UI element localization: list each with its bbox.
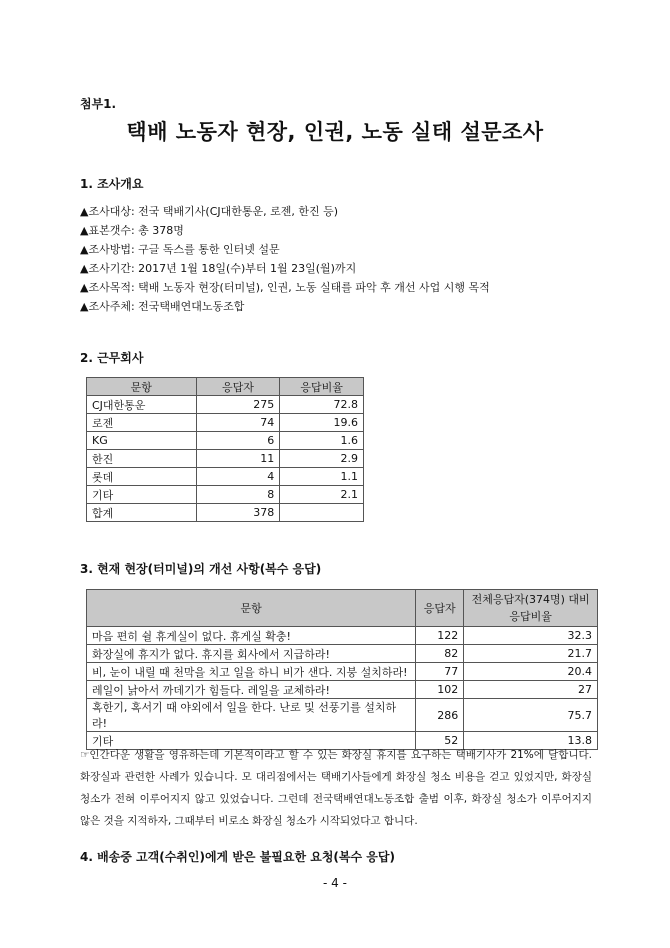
- table-cell: 13.8: [464, 732, 598, 750]
- table-cell: 1.1: [280, 468, 364, 486]
- table-header-row: [87, 378, 364, 396]
- section-1-heading: 1. 조사개요: [80, 177, 144, 191]
- table-cell: 레일이 낡아서 까데기가 힘들다. 레일을 교체하라!: [87, 681, 416, 699]
- column-header: 응답자: [196, 378, 280, 396]
- table-cell: 8: [196, 486, 280, 504]
- table-cell: 기타: [87, 486, 197, 504]
- survey-overview-list: [80, 202, 490, 316]
- table-cell: 32.3: [464, 627, 598, 645]
- table-cell: 72.8: [280, 396, 364, 414]
- table-cell: 1.6: [280, 432, 364, 450]
- column-header: 전체응답자(374명) 대비 응답비율: [464, 590, 598, 627]
- column-header: 문항: [87, 378, 197, 396]
- table-cell: 로젠: [87, 414, 197, 432]
- table-total-row: [87, 504, 364, 522]
- page-title: 택배 노동자 현장, 인권, 노동 실태 설문조사: [126, 120, 544, 144]
- table-cell: 19.6: [280, 414, 364, 432]
- table-row: [87, 468, 364, 486]
- table-cell: 6: [196, 432, 280, 450]
- table-cell: [280, 504, 364, 522]
- section-3-heading: 3. 현재 현장(터미널)의 개선 사항(복수 응답): [80, 562, 322, 576]
- table-cell: 275: [196, 396, 280, 414]
- table-cell: 마음 편히 쉴 휴게실이 없다. 휴게실 확충!: [87, 627, 416, 645]
- table-header-row: [87, 590, 598, 627]
- table-cell: KG: [87, 432, 197, 450]
- table-cell: 27: [464, 681, 598, 699]
- overview-item-target: ▲조사대상: 전국 택배기사(CJ대한통운, 로젠, 한진 등): [80, 205, 339, 218]
- table-cell: 2.9: [280, 450, 364, 468]
- toilet-paper-note: ☞인간다운 생활을 영유하는데 기본적이라고 할 수 있는 화장실 휴지를 요구하는 택배기사가 21%에 달합니다. 화장실과 관련한 사례가 있습니다. 모 대리점에서는 택배기사들에게 화장실 청소 비용을 걷고 있었지만, 화장실 청소가 전혀 이루어지지 않고 있었습니다. 그런데 전국택배연대노동조합 출범 이후, 화장실 청소가 이루어지지 않은 것을 지적하자, 그때부터 비로소 화장실 청소가 시작되었다고 합니다.: [80, 749, 592, 827]
- table-cell: 2.1: [280, 486, 364, 504]
- table-row: [87, 432, 364, 450]
- overview-item-method: ▲조사방법: 구글 독스를 통한 인터넷 설문: [80, 243, 280, 256]
- table-cell: 혹한기, 혹서기 때 야외에서 일을 한다. 난로 및 선풍기를 설치하라!: [87, 699, 416, 732]
- table-row: [87, 414, 364, 432]
- table-cell: 21.7: [464, 645, 598, 663]
- overview-item-organizer: ▲조사주체: 전국택배연대노동조합: [80, 300, 245, 313]
- table-cell: CJ대한통운: [87, 396, 197, 414]
- table-cell: 378: [196, 504, 280, 522]
- overview-item-sample: ▲표본갯수: 총 378명: [80, 224, 184, 237]
- table-row: [87, 699, 598, 732]
- table-cell: 기타: [87, 732, 416, 750]
- page-number: - 4 -: [323, 876, 347, 890]
- table-cell: 20.4: [464, 663, 598, 681]
- table-cell: 11: [196, 450, 280, 468]
- table-cell: 52: [416, 732, 464, 750]
- table-row: [87, 486, 364, 504]
- table-row: [87, 663, 598, 681]
- table-cell: 4: [196, 468, 280, 486]
- column-header: 응답비율: [280, 378, 364, 396]
- table-cell: 82: [416, 645, 464, 663]
- table-row: [87, 645, 598, 663]
- attachment-label: 첨부1.: [80, 97, 117, 111]
- table-cell: 한진: [87, 450, 197, 468]
- table-cell: 122: [416, 627, 464, 645]
- table-cell: 비, 눈이 내릴 때 천막을 치고 일을 하니 비가 샌다. 지붕 설치하라!: [87, 663, 416, 681]
- table-row: [87, 450, 364, 468]
- table-cell: 75.7: [464, 699, 598, 732]
- improvement-table: [86, 589, 598, 750]
- table-row: [87, 627, 598, 645]
- overview-item-purpose: ▲조사목적: 택배 노동자 현장(터미널), 인권, 노동 실태를 파악 후 개선 사업 시행 목적: [80, 281, 490, 294]
- table-row: [87, 681, 598, 699]
- column-header: 문항: [87, 590, 416, 627]
- table-row: [87, 396, 364, 414]
- column-header: 응답자: [416, 590, 464, 627]
- company-table: [86, 377, 364, 522]
- table-cell: 286: [416, 699, 464, 732]
- table-cell: 77: [416, 663, 464, 681]
- table-cell: 102: [416, 681, 464, 699]
- table-cell: 화장실에 휴지가 없다. 휴지를 회사에서 지급하라!: [87, 645, 416, 663]
- table-cell: 롯데: [87, 468, 197, 486]
- table-cell: 74: [196, 414, 280, 432]
- overview-item-period: ▲조사기간: 2017년 1월 18일(수)부터 1월 23일(월)까지: [80, 262, 357, 275]
- table-cell: 합계: [87, 504, 197, 522]
- section-2-heading: 2. 근무회사: [80, 351, 144, 365]
- section-4-heading: 4. 배송중 고객(수취인)에게 받은 불필요한 요청(복수 응답): [80, 850, 395, 864]
